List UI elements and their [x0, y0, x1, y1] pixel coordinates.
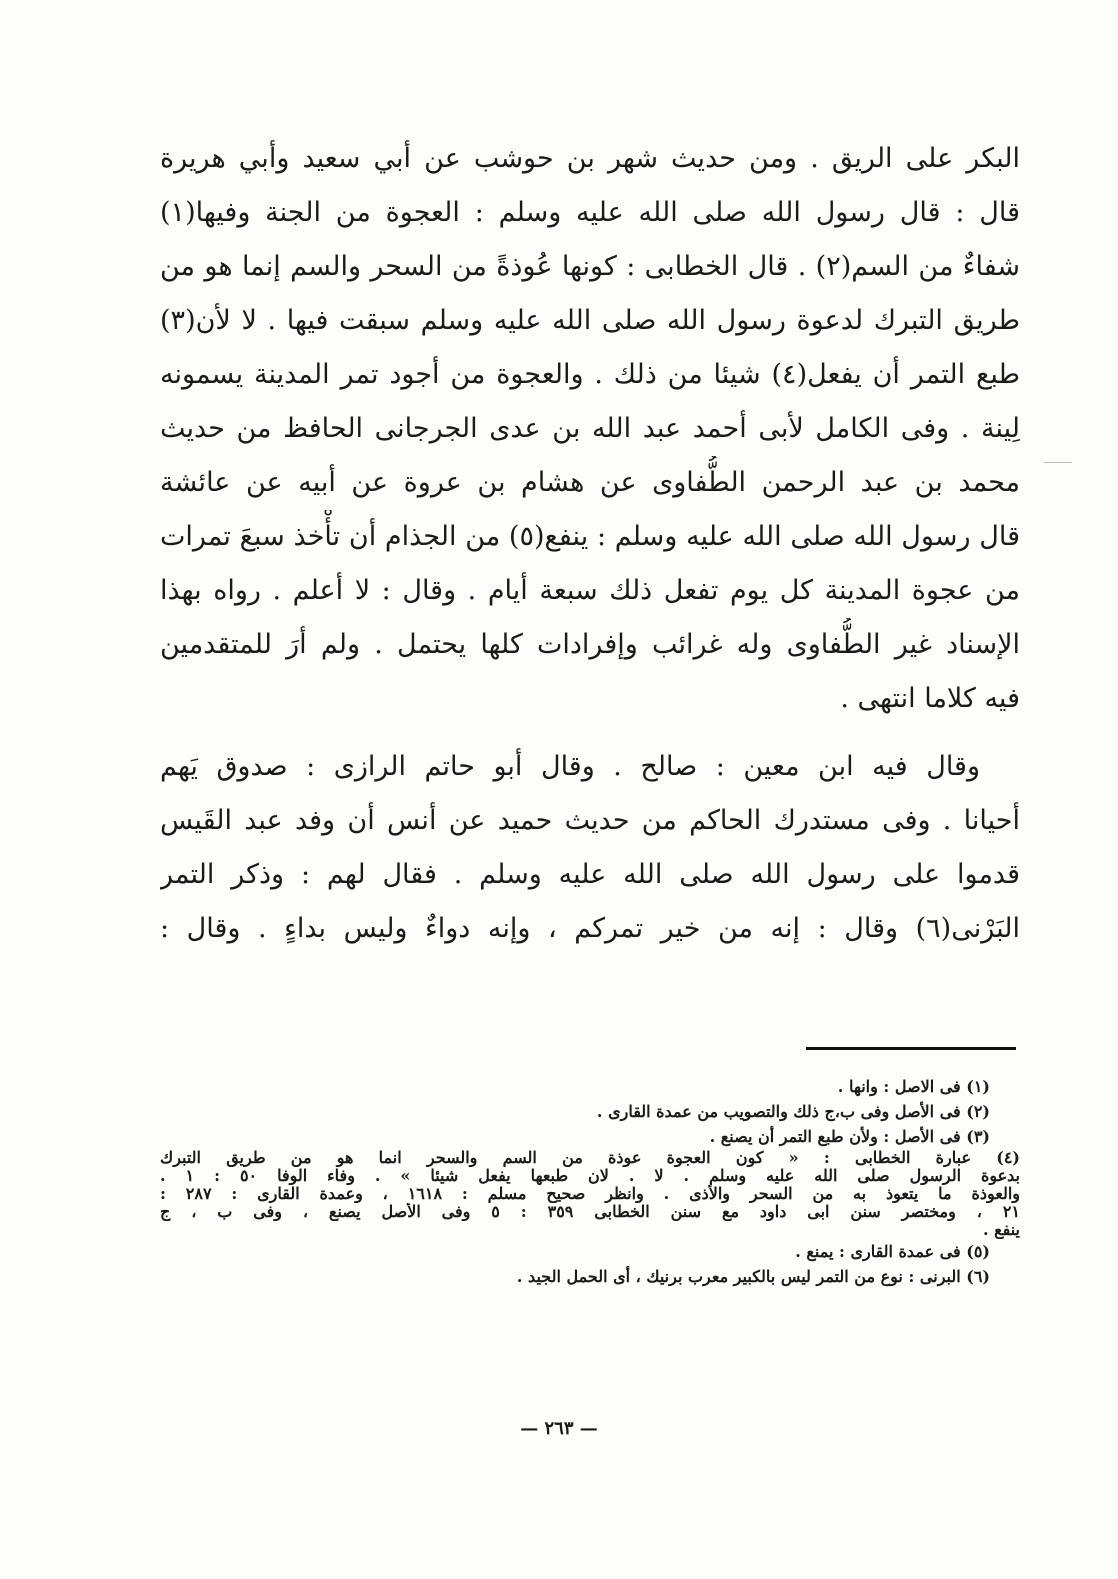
paragraph-1 — [160, 132, 1020, 726]
margin-mark — [1044, 462, 1072, 463]
text-line: أحيانا . وفى مستدرك الحاكم من حديث حميد عن أنس أن وفد عبد القَيس — [160, 805, 1020, 836]
footnote-4 — [160, 1149, 1020, 1239]
paragraph-2 — [160, 740, 1020, 956]
footnote-line: (٤) عبارة الخطابى : « كون العجوة عوذة من السم والسحر انما هو من طريق التبرك — [160, 1149, 1020, 1167]
footnote-line: والعوذة ما يتعوذ به من السحر والأذى . وانظر صحيح مسلم : ١٦١٨ ، وعمدة القارى : ٢٨٧ : — [160, 1185, 1020, 1203]
text-line: قال : قال رسول الله صلى الله عليه وسلم : العجوة من الجنة وفيها(١) — [160, 197, 1020, 228]
text-line: قال رسول الله صلى الله عليه وسلم : ينفع(٥) من الجذام أن تأْخذ سبعَ تمرات — [160, 521, 1020, 552]
text-line: البكر على الريق . ومن حديث شهر بن حوشب عن أبي سعيد وأبي هريرة — [160, 143, 1020, 174]
footnotes — [160, 1074, 1020, 1289]
footnote-2: (٢) فى الأصل وفى ب،ج ذلك والتصويب من عمدة القارى . — [596, 1102, 990, 1121]
text-line: فيه كلاما انتهى . — [840, 683, 1020, 714]
text-line: البَرْنى(٦) وقال : إنه من خير تمركم ، وإنه دواءٌ وليس بداءٍ . وقال : — [160, 913, 1020, 944]
footnote-divider — [806, 1047, 1016, 1050]
footnote-3: (٣) فى الأصل : ولأن طبع التمر أن يصنع . — [709, 1127, 990, 1146]
footnote-line: ينفع . — [982, 1221, 1020, 1239]
text-line: قدموا على رسول الله صلى الله عليه وسلم . فقال لهم : وذكر التمر — [160, 859, 1020, 890]
text-line: شفاءٌ من السم(٢) . قال الخطابى : كونها عُوذةً من السحر والسم إنما هو من — [160, 251, 1020, 282]
footnote-1: (١) فى الاصل : وانها . — [837, 1077, 990, 1096]
page-number: — ٢٦٣ — — [520, 1418, 598, 1439]
text-line: محمد بن عبد الرحمن الطُّفاوى عن هشام بن عروة عن أبيه عن عائشة — [160, 467, 1020, 498]
text-line: من عجوة المدينة كل يوم تفعل ذلك سبعة أيام . وقال : لا أعلم . رواه بهذا — [160, 575, 1020, 606]
footnote-line: ٢١ ، ومختصر سنن ابى داود مع سنن الخطابى ٣٥٩ : ٥ وفى الأصل يصنع ، وفى ب ، ج — [160, 1203, 1020, 1221]
text-line: طريق التبرك لدعوة رسول الله صلى الله عليه وسلم سبقت فيها . لا لأن(٣) — [160, 305, 1020, 336]
main-text — [160, 132, 1020, 956]
text-line: طبع التمر أن يفعل(٤) شيئا من ذلك . والعجوة من أجود تمر المدينة يسمونه — [160, 359, 1020, 390]
footnote-6: (٦) البرنى : نوع من التمر ليس بالكبير معرب برنيك ، أى الحمل الجيد . — [516, 1267, 990, 1286]
footnote-5: (٥) فى عمدة القارى : يمنع . — [795, 1242, 990, 1261]
text-line: وقال فيه ابن معين : صالح . وقال أبو حاتم الرازى : صدوق يَهم — [160, 751, 980, 782]
text-line: الإسناد غير الطُّفاوى وله غرائب وإفرادات كلها يحتمل . ولم أرَ للمتقدمين — [160, 629, 1020, 660]
footnote-line: بدعوة الرسول صلى الله عليه وسلم . لا . لان طبعها يفعل شيئا » . وفاء الوفا ٥٠ : ١ . — [160, 1167, 1020, 1185]
text-line: لِينة . وفى الكامل لأبى أحمد عبد الله بن عدى الجرجانى الحافظ من حديث — [160, 413, 1020, 444]
